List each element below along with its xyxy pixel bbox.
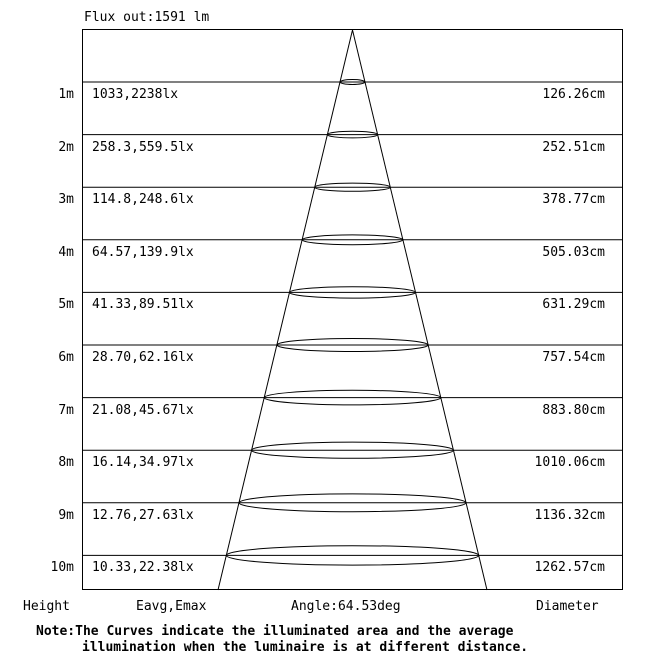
eavg-value: 258.3,559.5lx: [92, 139, 194, 155]
eavg-value: 16.14,34.97lx: [92, 455, 194, 471]
eavg-value: 1033,2238lx: [92, 87, 179, 102]
eavg-value: 10.33,22.38lx: [92, 560, 194, 576]
height-label: 5m: [58, 297, 74, 313]
eavg-value: 12.76,27.63lx: [92, 507, 194, 523]
diameter-column-label: Diameter: [536, 599, 599, 614]
height-label: 1m: [58, 87, 74, 102]
cone-right-edge: [353, 30, 488, 590]
diameter-value: 252.51cm: [542, 139, 605, 155]
angle-label: Angle:64.53deg: [291, 599, 401, 614]
diameter-value: 505.03cm: [542, 244, 605, 260]
diameter-value: 1136.32cm: [534, 507, 605, 523]
diameter-value: 883.80cm: [542, 402, 605, 418]
diameter-value: 1262.57cm: [534, 560, 605, 576]
height-label: 9m: [58, 507, 74, 523]
eavg-value: 28.70,62.16lx: [92, 350, 194, 365]
height-label: 4m: [58, 244, 74, 260]
diameter-value: 1010.06cm: [534, 455, 605, 471]
cone-left-edge: [218, 30, 353, 590]
note-line-1: Note:The Curves indicate the illuminated area and the average: [36, 624, 514, 639]
note-line-2: illumination when the luminaire is at different distance.: [82, 640, 529, 655]
flux-label: Flux out:1591 lm: [84, 10, 210, 25]
height-label: 6m: [58, 350, 74, 365]
diameter-value: 126.26cm: [542, 87, 605, 102]
eavg-value: 21.08,45.67lx: [92, 402, 194, 418]
height-label: 8m: [58, 455, 74, 471]
diameter-value: 378.77cm: [542, 192, 605, 208]
eavg-value: 64.57,139.9lx: [92, 244, 194, 260]
height-label: 10m: [50, 560, 74, 576]
height-label: 3m: [58, 192, 74, 208]
diameter-value: 631.29cm: [542, 297, 605, 313]
height-label: 2m: [58, 139, 74, 155]
eavg-value: 41.33,89.51lx: [92, 297, 194, 313]
height-label: 7m: [58, 402, 74, 418]
eavg-column-label: Eavg,Emax: [136, 599, 207, 614]
eavg-value: 114.8,248.6lx: [92, 192, 194, 208]
diameter-value: 757.54cm: [542, 350, 605, 365]
height-column-label: Height: [23, 599, 70, 614]
